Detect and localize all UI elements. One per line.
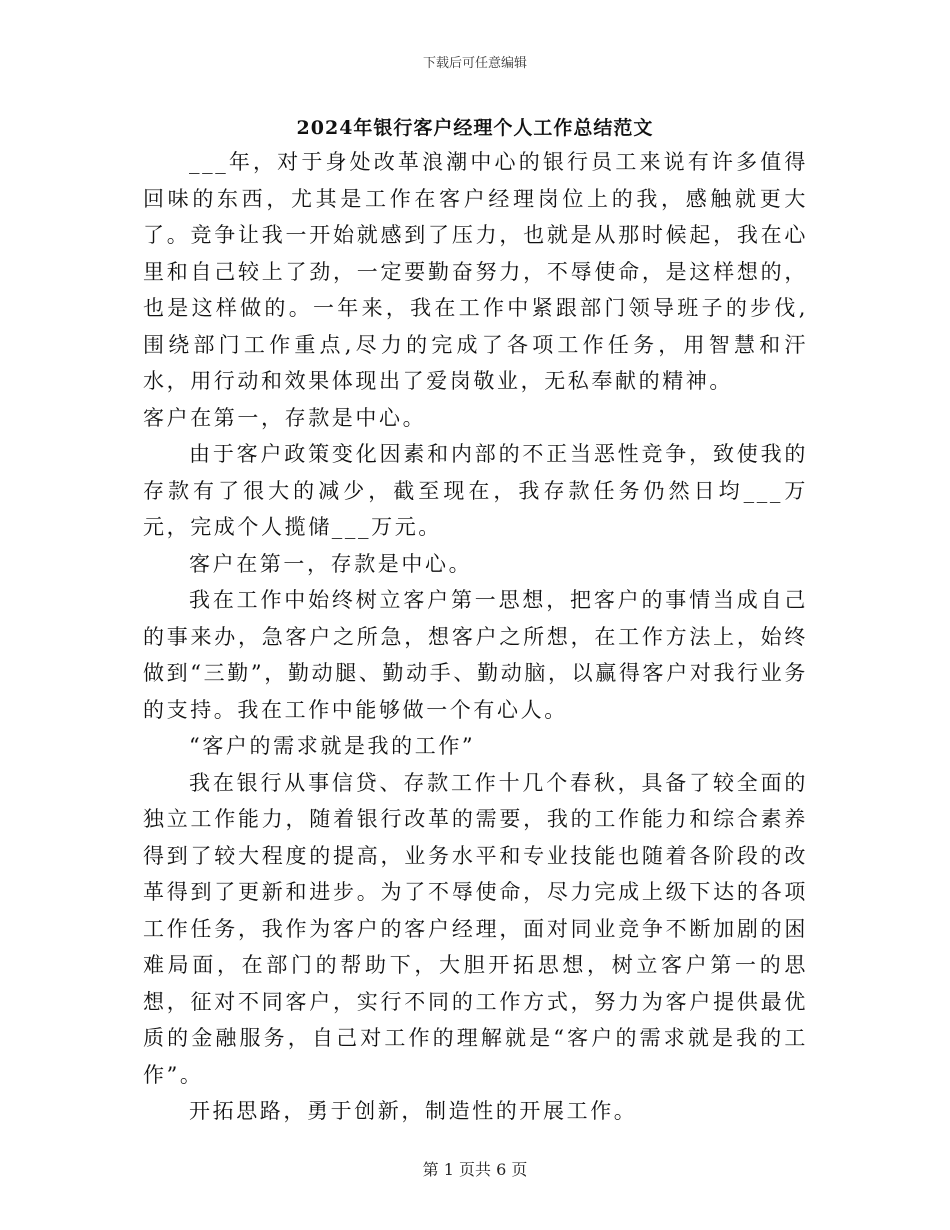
document-title: 2024年银行客户经理个人工作总结范文	[296, 117, 654, 139]
page-footer: 第 1 页共 6 页	[422, 1160, 528, 1179]
section-heading-customer-first: 客户在第一，存款是中心。	[143, 405, 427, 430]
document-body	[143, 144, 808, 1130]
section-heading-customer-needs: “客户的需求就是我的工作”	[189, 734, 476, 758]
section-heading-customer-first-repeat: 客户在第一，存款是中心。	[189, 551, 473, 576]
paragraph-intro: ___年，对于身处改革浪潮中心的银行员工来说有许多值得回味的东西，尤其是工作在客户经理岗位上的我，感触就更大了。竞争让我一开始就感到了压力，也就是从那时候起，我在心里和自己较上了劲，一定要勤奋努力，不辱使命，是这样想的，也是这样做的。一年来，我在工作中紧跟部门领导班子的步伐,围绕部门工作重点,尽力的完成了各项工作任务，用智慧和汗水，用行动和效果体现出了爱岗敬业，无私奉献的精神。	[143, 150, 808, 393]
paragraph-customer-service: 我在工作中始终树立客户第一思想，把客户的事情当成自己的事来办，急客户之所急，想客户之所想，在工作方法上，始终做到“三勤”，勤动腿、勤动手、勤动脑，以赢得客户对我行业务的支持。我在工作中能够做一个有心人。	[143, 588, 808, 722]
paragraph-deposits: 由于客户政策变化因素和内部的不正当恶性竞争，致使我的存款有了很大的减少，截至现在，我存款任务仍然日均___万元，完成个人揽储___万元。	[143, 442, 808, 539]
section-heading-innovation: 开拓思路，勇于创新，制造性的开展工作。	[189, 1099, 638, 1123]
paragraph-experience: 我在银行从事信贷、存款工作十几个春秋，具备了较全面的独立工作能力，随着银行改革的需要，我的工作能力和综合素养得到了较大程度的提高，业务水平和专业技能也随着各阶段的改革得到了更新和进步。为了不辱使命，尽力完成上级下达的各项工作任务，我作为客户的客户经理，面对同业竞争不断加剧的困难局面，在部门的帮助下，大胆开拓思想，树立客户第一的思想，征对不同客户，实行不同的工作方式，努力为客户提供最优质的金融服务，自己对工作的理解就是“客户的需求就是我的工作”。	[143, 770, 808, 1087]
page-header: 下载后可任意编辑	[422, 56, 527, 71]
